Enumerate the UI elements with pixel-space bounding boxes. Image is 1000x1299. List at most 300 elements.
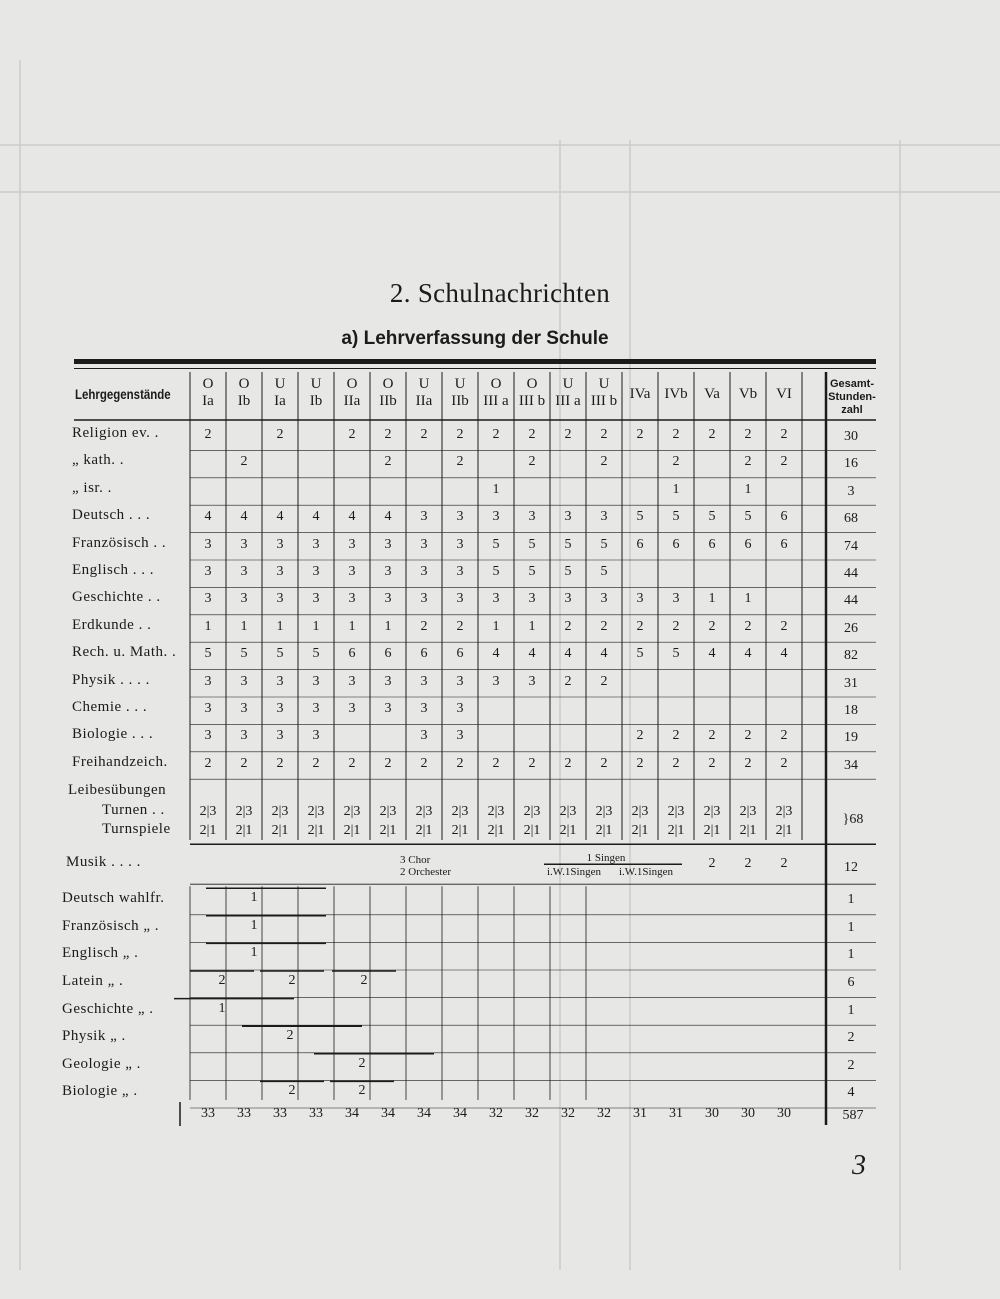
cell-value: 6 [636, 536, 644, 552]
row-label: Französisch . . [72, 534, 167, 551]
elective-value: 1 [218, 1000, 226, 1016]
cell-value: 4 [600, 646, 608, 662]
cell-value: 6 [672, 536, 680, 552]
row-total: 44 [844, 593, 858, 609]
cell-value: 2 [636, 427, 644, 442]
cell-value: 5 [276, 646, 284, 662]
header-class-15: Vb [738, 386, 758, 402]
cell-value: 3 [456, 701, 464, 716]
row-label: Rech. u. Math. . [72, 644, 177, 661]
cell-value: 6 [744, 536, 752, 552]
turnspiele-label: Turnspiele [102, 821, 171, 838]
cell-value: 2 [456, 427, 464, 442]
cell-value: 2 [672, 728, 680, 744]
class-total: 31 [669, 1106, 683, 1121]
elective-value: 2 [358, 1055, 366, 1071]
row-label: Biologie . . . [72, 726, 154, 743]
cell-value: 5 [564, 536, 572, 552]
cell-value: 3 [276, 728, 284, 744]
cell-value: 2 [564, 755, 572, 771]
cell-value: 5 [600, 536, 608, 552]
cell-value: 3 [348, 701, 356, 716]
header-class-6: U IIa [415, 376, 433, 409]
cell-value: 1 [204, 618, 212, 634]
cell-value: 3 [204, 564, 212, 579]
cell-value: 6 [780, 509, 788, 525]
cell-value: 2 [384, 755, 392, 771]
header-class-14: Va [704, 386, 720, 402]
cell-value: 3 [384, 591, 392, 607]
elective-label: Geologie „ . [62, 1055, 141, 1072]
cell-value: 4 [780, 646, 788, 662]
cell-value: 5 [204, 646, 212, 662]
elective-label: Geschichte „ . [62, 1000, 154, 1017]
turnen-cell: 2|3 [739, 804, 757, 820]
cell-value: 3 [348, 564, 356, 579]
cell-value: 1 [744, 591, 752, 607]
cell-value: 3 [240, 564, 248, 579]
turnen-cell: 2|3 [775, 804, 793, 820]
page-title: 2. Schulnachrichten [389, 278, 611, 308]
cell-value: 3 [420, 728, 428, 744]
cell-value: 3 [636, 591, 644, 607]
header-class-11: U III b [590, 376, 618, 409]
turnen-cell: 2|3 [487, 804, 505, 820]
header-class-9: O III b [518, 376, 546, 409]
cell-value: 3 [240, 591, 248, 607]
cell-value: 2 [780, 755, 788, 771]
elective-value: 2 [360, 973, 368, 988]
turnspiele-cell: 2|1 [415, 823, 433, 839]
cell-value: 3 [348, 591, 356, 607]
cell-value: 2 [276, 427, 284, 442]
cell-value: 2 [600, 427, 608, 442]
cell-value: 1 [240, 618, 248, 634]
turnspiele-cell: 2|1 [235, 823, 253, 839]
cell-value: 4 [276, 509, 284, 525]
cell-value: 2 [780, 454, 788, 470]
cell-value: 3 [456, 564, 464, 579]
turnen-cell: 2|3 [307, 804, 325, 820]
cell-value: 3 [204, 536, 212, 552]
cell-value: 2 [528, 427, 536, 442]
row-total: 19 [844, 730, 858, 746]
class-total: 34 [417, 1106, 431, 1121]
cell-value: 2 [708, 427, 716, 442]
musik-cell: 2 [744, 856, 752, 872]
turnen-cell: 2|3 [631, 804, 649, 820]
cell-value: 6 [780, 536, 788, 552]
cell-value: 2 [636, 618, 644, 634]
musik-total: 12 [844, 860, 858, 876]
turnspiele-cell: 2|1 [631, 823, 649, 839]
header-class-5: O IIb [379, 376, 397, 409]
elective-total: 1 [847, 1002, 855, 1018]
cell-value: 3 [384, 673, 392, 689]
cell-value: 2 [240, 755, 248, 771]
cell-value: 3 [492, 673, 500, 689]
class-total: 30 [777, 1106, 791, 1121]
cell-value: 2 [708, 618, 716, 634]
cell-value: 2 [672, 454, 680, 470]
cell-value: 2 [672, 755, 680, 771]
turnspiele-cell: 2|1 [523, 823, 541, 839]
elective-value: 1 [250, 890, 258, 906]
cell-value: 1 [492, 618, 500, 634]
elective-total: 1 [847, 892, 855, 908]
turnen-cell: 2|3 [523, 804, 541, 820]
cell-value: 1 [384, 618, 392, 634]
cell-value: 5 [528, 536, 536, 552]
cell-value: 2 [708, 755, 716, 771]
musik-cell: 2 [708, 856, 716, 872]
row-total: 30 [844, 429, 858, 444]
header-class-2: U Ia [274, 376, 286, 409]
cell-value: 5 [492, 536, 500, 552]
elective-label: Latein „ . [62, 973, 124, 989]
turnspiele-cell: 2|1 [271, 823, 289, 839]
cell-value: 4 [312, 509, 320, 525]
cell-value: 3 [420, 591, 428, 607]
cell-value: 3 [528, 509, 536, 525]
cell-value: 1 [744, 481, 752, 497]
row-total: 82 [844, 648, 858, 664]
elective-value: 2 [288, 1083, 296, 1099]
row-total: 31 [844, 675, 858, 691]
turnspiele-cell: 2|1 [199, 823, 217, 839]
cell-value: 3 [456, 509, 464, 525]
cell-value: 2 [420, 618, 428, 634]
elective-total: 2 [847, 1057, 855, 1073]
cell-value: 3 [312, 591, 320, 607]
turnen-cell: 2|3 [559, 804, 577, 820]
row-label: „ kath. . [72, 452, 124, 469]
elective-total: 1 [847, 947, 855, 963]
cell-value: 2 [528, 755, 536, 771]
cell-value: 3 [384, 564, 392, 579]
class-total: 32 [525, 1106, 539, 1121]
cell-value: 3 [348, 673, 356, 689]
cell-value: 2 [456, 755, 464, 771]
cell-value: 2 [636, 755, 644, 771]
cell-value: 2 [780, 618, 788, 634]
turnen-cell: 2|3 [451, 804, 469, 820]
section-subtitle: a) Lehrverfassung der Schule [341, 328, 609, 349]
header-class-16: VI [776, 386, 792, 402]
cell-value: 1 [672, 481, 680, 497]
cell-value: 3 [456, 728, 464, 744]
turnen-cell: 2|3 [703, 804, 721, 820]
cell-value: 3 [564, 591, 572, 607]
cell-value: 3 [204, 591, 212, 607]
cell-value: 2 [420, 755, 428, 771]
leibes-total: }68 [842, 812, 864, 828]
cell-value: 2 [600, 454, 608, 470]
cell-value: 2 [348, 755, 356, 771]
turnspiele-cell: 2|1 [595, 823, 613, 839]
cell-value: 6 [420, 646, 428, 662]
cell-value: 3 [312, 536, 320, 552]
turnspiele-cell: 2|1 [487, 823, 505, 839]
row-total: 34 [844, 757, 858, 773]
musik-singen: 1 Singen [586, 852, 626, 865]
cell-value: 2 [384, 427, 392, 442]
cell-value: 2 [420, 427, 428, 442]
cell-value: 5 [636, 646, 644, 662]
cell-value: 3 [348, 536, 356, 552]
cell-value: 3 [564, 509, 572, 525]
cell-value: 2 [780, 728, 788, 744]
cell-value: 4 [492, 646, 500, 662]
turnspiele-cell: 2|1 [559, 823, 577, 839]
header-class-1: O Ib [237, 376, 251, 409]
musik-iw-2: i.W.1Singen [619, 866, 673, 879]
cell-value: 3 [492, 509, 500, 525]
cell-value: 3 [204, 701, 212, 716]
cell-value: 6 [456, 646, 464, 662]
elective-value: 1 [250, 945, 258, 961]
turnspiele-cell: 2|1 [667, 823, 685, 839]
musik-label: Musik . . . . [66, 854, 141, 871]
cell-value: 3 [672, 591, 680, 607]
cell-value: 6 [708, 536, 716, 552]
cell-value: 1 [348, 618, 356, 634]
cell-value: 3 [420, 564, 428, 579]
elective-value: 2 [288, 973, 296, 988]
cell-value: 2 [780, 427, 788, 442]
elective-label: Physik „ . [62, 1028, 126, 1045]
musik-orchester: 2 Orchester [400, 866, 452, 879]
class-total: 33 [273, 1106, 287, 1121]
cell-value: 1 [276, 618, 284, 634]
header-subjects: Lehrgegenstände [75, 386, 171, 402]
header-total-line-1: Gesamt- [829, 378, 875, 390]
cell-value: 3 [276, 673, 284, 689]
elective-label: Englisch „ . [62, 945, 139, 962]
cell-value: 4 [708, 646, 716, 662]
cell-value: 3 [240, 673, 248, 689]
elective-total: 6 [847, 975, 855, 990]
cell-value: 4 [204, 509, 212, 525]
turnen-label: Turnen . . [102, 802, 165, 819]
cell-value: 3 [420, 701, 428, 716]
elective-label: Biologie „ . [62, 1083, 138, 1100]
cell-value: 3 [204, 673, 212, 689]
class-total: 34 [345, 1106, 359, 1121]
cell-value: 2 [600, 755, 608, 771]
cell-value: 3 [312, 673, 320, 689]
row-label: Englisch . . . [72, 562, 154, 578]
musik-iw-1: i.W.1Singen [547, 866, 601, 879]
cell-value: 3 [420, 509, 428, 525]
elective-total: 1 [847, 919, 855, 935]
cell-value: 3 [276, 591, 284, 607]
cell-value: 2 [600, 673, 608, 689]
leibes-label: Leibesübungen [68, 782, 167, 799]
cell-value: 2 [672, 427, 680, 442]
turnspiele-cell: 2|1 [739, 823, 757, 839]
cell-value: 5 [492, 564, 500, 579]
cell-value: 2 [744, 728, 752, 744]
turnen-cell: 2|3 [271, 804, 289, 820]
cell-value: 2 [348, 427, 356, 442]
row-label: Religion ev. . [72, 425, 159, 441]
class-total: 31 [633, 1106, 647, 1121]
row-total: 26 [844, 620, 858, 636]
header-class-8: O III a [483, 376, 509, 409]
header-class-12: IVa [629, 386, 651, 402]
row-total: 44 [844, 566, 858, 581]
cell-value: 2 [492, 427, 500, 442]
cell-value: 2 [708, 728, 716, 744]
cell-value: 2 [384, 454, 392, 470]
turnen-cell: 2|3 [415, 804, 433, 820]
musik-cell: 2 [780, 856, 788, 872]
elective-total: 4 [847, 1085, 855, 1101]
turnspiele-cell: 2|1 [307, 823, 325, 839]
cell-value: 3 [600, 591, 608, 607]
page-number: 3 [852, 1150, 866, 1181]
row-label: Freihandzeich. [72, 753, 168, 770]
class-total: 30 [741, 1106, 755, 1121]
class-total: 34 [381, 1106, 395, 1121]
row-label: Physik . . . . [72, 671, 150, 688]
cell-value: 5 [312, 646, 320, 662]
header-class-3: U Ib [309, 376, 323, 409]
class-total: 33 [237, 1106, 251, 1121]
turnspiele-cell: 2|1 [775, 823, 793, 839]
cell-value: 2 [564, 673, 572, 689]
cell-value: 3 [600, 509, 608, 525]
cell-value: 2 [564, 427, 572, 442]
cell-value: 2 [744, 427, 752, 442]
cell-value: 6 [384, 646, 392, 662]
class-total: 30 [705, 1106, 719, 1121]
cell-value: 3 [420, 536, 428, 552]
class-total: 33 [309, 1106, 323, 1121]
class-total: 32 [561, 1106, 575, 1121]
cell-value: 2 [600, 618, 608, 634]
elective-value: 2 [218, 973, 226, 988]
cell-value: 2 [312, 755, 320, 771]
turnen-cell: 2|3 [379, 804, 397, 820]
cell-value: 1 [492, 481, 500, 497]
cell-value: 3 [276, 564, 284, 579]
cell-value: 2 [744, 755, 752, 771]
header-class-0: O Ia [202, 376, 214, 409]
cell-value: 3 [240, 728, 248, 744]
cell-value: 3 [456, 673, 464, 689]
class-total: 34 [453, 1106, 467, 1121]
cell-value: 3 [240, 536, 248, 552]
row-label: Erdkunde . . [72, 616, 152, 633]
cell-value: 3 [420, 673, 428, 689]
cell-value: 3 [312, 564, 320, 579]
cell-value: 4 [384, 509, 392, 525]
cell-value: 3 [384, 701, 392, 716]
cell-value: 1 [312, 618, 320, 634]
turnen-cell: 2|3 [343, 804, 361, 820]
class-total: 32 [597, 1106, 611, 1121]
row-total: 18 [844, 703, 858, 718]
cell-value: 3 [276, 536, 284, 552]
cell-value: 2 [528, 454, 536, 470]
cell-value: 5 [672, 509, 680, 525]
cell-value: 4 [528, 646, 536, 662]
cell-value: 4 [348, 509, 356, 525]
cell-value: 3 [456, 591, 464, 607]
header-class-7: U IIb [451, 376, 469, 409]
cell-value: 6 [348, 646, 356, 662]
row-total: 3 [847, 483, 855, 499]
cell-value: 3 [312, 701, 320, 716]
row-total: 16 [844, 456, 858, 472]
elective-label: Französisch „ . [62, 917, 160, 934]
elective-value: 2 [286, 1028, 294, 1044]
cell-value: 3 [204, 728, 212, 744]
turnspiele-cell: 2|1 [703, 823, 721, 839]
cell-value: 4 [744, 646, 752, 662]
cell-value: 2 [492, 755, 500, 771]
grand-total: 587 [842, 1108, 864, 1123]
cell-value: 5 [708, 509, 716, 525]
header-class-13: IVb [664, 386, 688, 402]
cell-value: 5 [672, 646, 680, 662]
cell-value: 3 [528, 673, 536, 689]
turnspiele-cell: 2|1 [343, 823, 361, 839]
cell-value: 3 [312, 728, 320, 744]
row-label: Deutsch . . . [72, 507, 151, 524]
cell-value: 5 [600, 564, 608, 579]
elective-value: 2 [358, 1083, 366, 1099]
class-total: 33 [201, 1106, 215, 1121]
row-label: Chemie . . . [72, 699, 148, 715]
turnen-cell: 2|3 [667, 804, 685, 820]
cell-value: 2 [456, 618, 464, 634]
cell-value: 3 [276, 701, 284, 716]
musik-chor: 3 Chor [400, 854, 431, 867]
cell-value: 5 [564, 564, 572, 579]
header-class-4: O IIa [343, 376, 361, 409]
header-class-10: U III a [555, 376, 581, 409]
row-total: 68 [844, 511, 858, 527]
elective-value: 1 [250, 917, 258, 933]
cell-value: 2 [240, 454, 248, 470]
cell-value: 3 [384, 536, 392, 552]
cell-value: 4 [564, 646, 572, 662]
header-total-line-3: zahl [841, 404, 863, 416]
turnen-cell: 2|3 [595, 804, 613, 820]
cell-value: 1 [708, 591, 716, 607]
elective-label: Deutsch wahlfr. [62, 890, 165, 907]
turnspiele-cell: 2|1 [451, 823, 469, 839]
row-label: Geschichte . . [72, 589, 161, 606]
cell-value: 5 [528, 564, 536, 579]
cell-value: 1 [528, 618, 536, 634]
cell-value: 2 [564, 618, 572, 634]
cell-value: 2 [744, 454, 752, 470]
cell-value: 3 [492, 591, 500, 607]
class-total: 32 [489, 1106, 503, 1121]
cell-value: 5 [636, 509, 644, 525]
cell-value: 2 [204, 427, 212, 442]
turnen-cell: 2|3 [235, 804, 253, 820]
cell-value: 2 [456, 454, 464, 470]
cell-value: 2 [204, 755, 212, 771]
row-total: 74 [844, 538, 858, 554]
cell-value: 2 [744, 618, 752, 634]
cell-value: 4 [240, 509, 248, 525]
